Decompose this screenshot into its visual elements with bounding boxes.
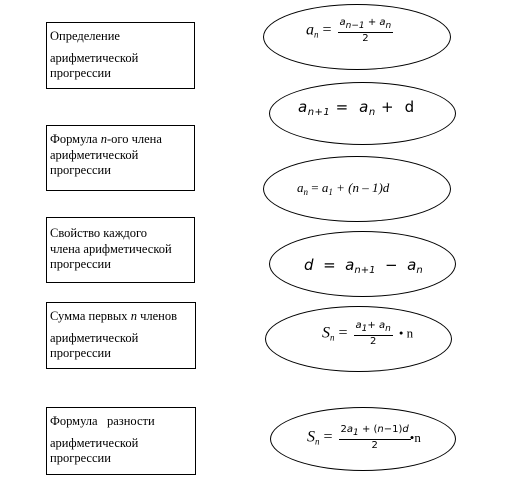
box-sum-line-3: прогрессии	[50, 346, 111, 361]
formula-6-fraction	[339, 424, 411, 452]
box-sum-line-1: Сумма первых n членов	[50, 309, 177, 323]
box-nth-term-formula	[46, 125, 195, 191]
box-difference-line-3: прогрессии	[50, 451, 111, 466]
box-sum-line-2: арифметической	[50, 330, 139, 345]
formula-6-denominator: 2	[371, 440, 378, 451]
formula-3: $a_n = a_1 + (n - 1)d$	[297, 180, 390, 197]
formula-5-numerator: $a_1+ a_n$	[355, 320, 391, 334]
box-definition	[46, 22, 195, 89]
box-definition-line-1: Определение	[50, 29, 120, 43]
box-nth-term-line-2: арифметической	[50, 147, 139, 162]
formula-6: $S_n$ = $\frac{2a_1 + (n-1)d}{2}$ •n	[307, 424, 421, 451]
formula-1-numerator: $a_{n-1} + a_n$	[339, 17, 392, 31]
formula-1: $a_n$ = $\frac{a_{n-1} + a_n}{2}$	[306, 17, 392, 44]
formula-5: $S_n$ = $\frac{a_1+ a_n}{2}$ • n	[322, 320, 414, 347]
formula-2: $a_{n+1} = a_n + d$	[298, 98, 415, 118]
box-definition-line-3: прогрессии	[50, 66, 111, 81]
formula-1-fraction	[338, 17, 394, 45]
box-difference-line-1: Формула разности	[50, 414, 155, 428]
box-property-line-3: прогрессии	[50, 257, 111, 272]
box-property	[46, 217, 195, 283]
box-nth-term-line-1: Формула n-ого члена	[50, 132, 162, 146]
box-difference-line-2: арифметической	[50, 435, 139, 450]
box-nth-term-line-3: прогрессии	[50, 163, 111, 178]
box-property-line-2: члена арифметической	[50, 241, 172, 256]
formula-5-denominator: 2	[369, 336, 377, 347]
formula-6-numerator: $2a_1 + (n-1)d$	[340, 424, 409, 438]
formula-1-denominator: 2	[362, 33, 369, 44]
box-definition-line-2: арифметической	[50, 50, 139, 65]
formula-5-fraction	[354, 320, 393, 348]
box-property-line-1: Свойство каждого	[50, 226, 148, 240]
box-sum	[46, 302, 196, 369]
box-difference-formula	[46, 407, 196, 475]
formula-4: $d = a_{n+1} - a_n$	[304, 256, 423, 276]
